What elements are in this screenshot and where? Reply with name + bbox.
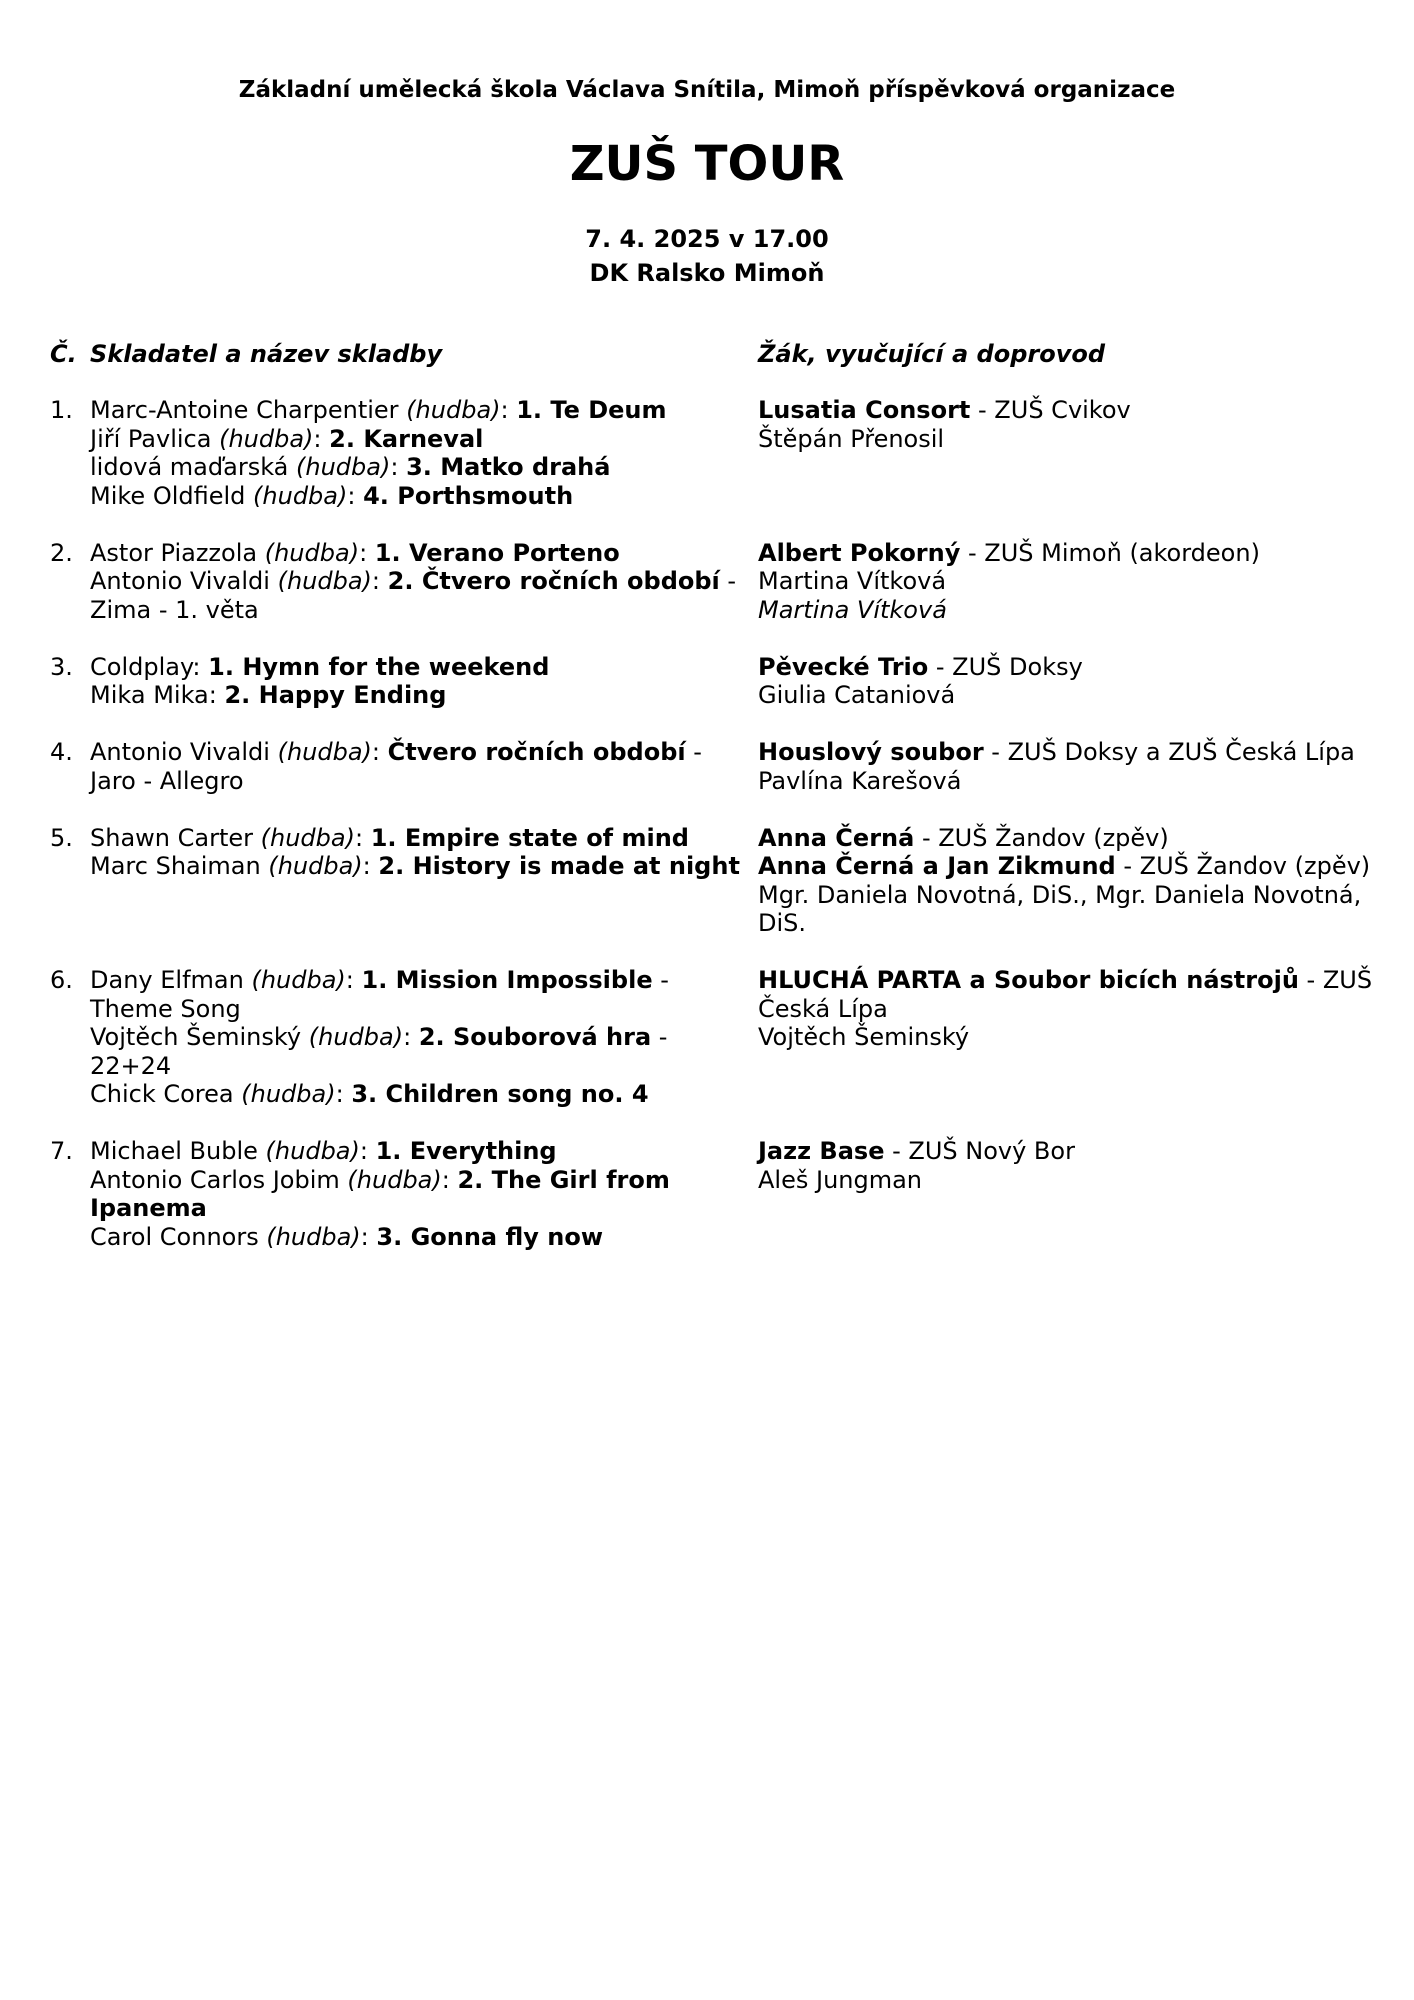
performer-line — [758, 767, 1378, 796]
event-venue: DK Ralsko Mimoň — [589, 259, 825, 287]
performer-cell — [758, 966, 1378, 1109]
performer-line — [758, 596, 1378, 625]
composer-name: Shawn Carter — [90, 823, 253, 852]
performer-line — [758, 1166, 1378, 1195]
ensemble-school: - ZUŠ Cvikov — [970, 396, 1131, 424]
performer-cell — [758, 653, 1378, 710]
piece-line — [90, 539, 745, 568]
performer-line — [758, 738, 1378, 767]
composer-role: (hudba) — [219, 424, 314, 453]
performer-line — [758, 852, 1378, 881]
composer-role: (hudba) — [251, 966, 346, 994]
piece-suffix: - Jaro - Allegro — [90, 738, 702, 795]
performer-line — [758, 567, 1378, 596]
piece-line — [90, 653, 745, 682]
composer-name: Dany Elfman — [90, 966, 244, 994]
ensemble-name: HLUCHÁ PARTA a Soubor bicích nástrojů — [758, 966, 1299, 994]
composition-cell — [90, 738, 745, 795]
composer-role: (hudba) — [253, 481, 348, 510]
composer-role: (hudba) — [264, 538, 360, 567]
piece-line — [90, 425, 745, 454]
piece-title: 2. Happy Ending — [224, 681, 447, 709]
event-date: 7. 4. 2025 v 17.00 — [585, 225, 829, 253]
composer-role: (hudba) — [265, 1137, 360, 1165]
program-item — [0, 653, 1414, 710]
composition-cell — [90, 539, 745, 625]
separator: : — [354, 823, 371, 852]
performer-line — [758, 653, 1378, 682]
composer-role: (hudba) — [277, 567, 372, 595]
ensemble-school: - ZUŠ Žandov (zpěv) — [914, 823, 1169, 852]
composition-cell — [90, 396, 745, 510]
composer-name: Antonio Vivaldi — [90, 567, 270, 595]
separator: : — [313, 424, 330, 453]
separator: : — [441, 1165, 458, 1194]
performer-line — [758, 396, 1378, 425]
performer-cell — [758, 396, 1378, 510]
item-number: 3. — [50, 652, 73, 681]
piece-title: 1. Empire state of mind — [370, 823, 689, 852]
separator: : — [390, 453, 407, 481]
composer-name: Antonio Vivaldi — [90, 738, 270, 766]
separator: : — [345, 966, 362, 994]
item-number: 2. — [50, 538, 73, 567]
ensemble-school: - ZUŠ Česká Lípa — [758, 966, 1373, 1023]
piece-line — [90, 567, 745, 624]
ensemble-name: Anna Černá — [758, 823, 915, 852]
page-title: ZUŠ TOUR — [569, 136, 845, 192]
composition-cell — [90, 653, 745, 710]
separator: : — [371, 567, 388, 595]
performer-line — [758, 1137, 1378, 1166]
piece-title: 3. Children song no. 4 — [351, 1080, 649, 1108]
piece-line — [90, 453, 745, 482]
item-number: 7. — [50, 1137, 73, 1165]
composer-name: Carol Connors — [90, 1222, 259, 1251]
composer-role: (hudba) — [260, 823, 355, 852]
separator: : — [335, 1080, 352, 1108]
performer-cell — [758, 539, 1378, 625]
item-number: 5. — [50, 823, 73, 852]
column-header-performer: Žák, vyučující a doprovod — [758, 340, 1106, 368]
ensemble-name: Anna Černá a Jan Zikmund — [758, 852, 1116, 880]
piece-title: 2. Souborová hra — [418, 1023, 652, 1051]
teacher-name: Štěpán Přenosil — [758, 424, 945, 453]
piece-title: 3. Gonna fly now — [376, 1222, 604, 1251]
program-list — [0, 396, 1414, 1280]
composer-name: Jiří Pavlica — [90, 424, 212, 453]
ensemble-name: Pěvecké Trio — [758, 652, 929, 681]
piece-line — [90, 738, 745, 795]
teacher-name: Mgr. Daniela Novotná, DiS., Mgr. Daniela Novotná, DiS. — [758, 880, 1362, 937]
performer-line — [758, 539, 1378, 568]
item-number: 1. — [50, 396, 73, 424]
accompanist-name: Martina Vítková — [758, 595, 947, 624]
composition-cell — [90, 966, 745, 1109]
composer-name: Marc Shaiman — [90, 852, 261, 880]
program-item — [0, 738, 1414, 795]
piece-title: 1. Te Deum — [516, 396, 667, 424]
program-item — [0, 1137, 1414, 1251]
composer-name: lidová maďarská — [90, 453, 289, 481]
performer-line — [758, 824, 1378, 853]
piece-suffix: - Theme Song — [90, 966, 669, 1023]
item-number: 6. — [50, 966, 73, 994]
piece-title: 2. Čtvero ročních období — [387, 567, 720, 595]
piece-suffix: - 22+24 — [90, 1023, 668, 1080]
composer-name: Marc-Antoine Charpentier — [90, 396, 399, 424]
piece-line — [90, 1223, 745, 1252]
ensemble-school: - ZUŠ Doksy a ZUŠ Česká Lípa — [983, 738, 1355, 766]
separator: : — [371, 738, 388, 766]
piece-title: 2. The Girl from Ipanema — [90, 1165, 670, 1222]
ensemble-name: Jazz Base — [758, 1137, 885, 1165]
piece-title: 4. Porthsmouth — [363, 481, 574, 510]
composer-name: Vojtěch Šeminský — [90, 1023, 302, 1051]
ensemble-school: - ZUŠ Žandov (zpěv) — [1115, 852, 1371, 880]
composer-name: Chick Corea — [90, 1080, 234, 1108]
composer-role: (hudba) — [296, 453, 391, 481]
composition-cell — [90, 824, 745, 938]
composition-cell — [90, 1137, 745, 1251]
performer-cell — [758, 738, 1378, 795]
piece-title: 1. Hymn for the weekend — [208, 652, 550, 681]
column-header-composition: Skladatel a název skladby — [90, 340, 443, 368]
separator: : — [192, 652, 209, 681]
piece-title: 1. Everything — [375, 1137, 557, 1165]
teacher-name: Giulia Cataniová — [758, 681, 956, 709]
program-item — [0, 396, 1414, 510]
piece-suffix: - Zima - 1. věta — [90, 567, 737, 624]
piece-line — [90, 1080, 745, 1109]
piece-line — [90, 396, 745, 425]
piece-line — [90, 966, 745, 1023]
piece-line — [90, 1166, 745, 1223]
performer-line — [758, 966, 1378, 1023]
piece-title: 2. Karneval — [329, 424, 484, 453]
program-item — [0, 824, 1414, 938]
piece-title: Čtvero ročních období — [387, 738, 686, 766]
separator: : — [500, 396, 517, 424]
separator: : — [208, 681, 225, 709]
separator: : — [347, 481, 364, 510]
composer-role: (hudba) — [241, 1080, 336, 1108]
composer-role: (hudba) — [406, 396, 501, 424]
composer-name: Astor Piazzola — [90, 538, 258, 567]
piece-line — [90, 482, 745, 511]
composer-role: (hudba) — [266, 1222, 361, 1251]
piece-line — [90, 852, 745, 881]
composer-name: Mika Mika — [90, 681, 209, 709]
performer-cell — [758, 1137, 1378, 1251]
performer-line — [758, 681, 1378, 710]
separator: : — [362, 852, 379, 880]
ensemble-school: - ZUŠ Nový Bor — [884, 1137, 1075, 1165]
program-item — [0, 966, 1414, 1109]
piece-line — [90, 1023, 745, 1080]
composer-role: (hudba) — [347, 1165, 442, 1194]
separator: : — [403, 1023, 419, 1051]
performer-line — [758, 881, 1378, 938]
separator: : — [360, 1222, 377, 1251]
teacher-name: Martina Vítková — [758, 567, 947, 595]
teacher-name: Vojtěch Šeminský — [758, 1023, 970, 1051]
performer-cell — [758, 824, 1378, 938]
composer-name: Coldplay — [90, 652, 193, 681]
teacher-name: Pavlína Karešová — [758, 766, 962, 795]
piece-title: 3. Matko drahá — [406, 453, 611, 481]
composer-name: Mike Oldfield — [90, 481, 246, 510]
separator: : — [359, 1137, 376, 1165]
performer-line — [758, 425, 1378, 454]
piece-title: 1. Mission Impossible — [361, 966, 653, 994]
item-number: 4. — [50, 738, 73, 766]
ensemble-name: Houslový soubor — [758, 738, 984, 766]
teacher-name: Aleš Jungman — [758, 1165, 923, 1194]
performer-line — [758, 1023, 1378, 1052]
composer-role: (hudba) — [308, 1023, 404, 1051]
separator: : — [359, 538, 375, 567]
ensemble-name: Lusatia Consort — [758, 396, 971, 424]
school-name: Základní umělecká škola Václava Snítila, Mimoň příspěvková organizace — [238, 77, 1176, 103]
ensemble-school: - ZUŠ Mimoň (akordeon) — [960, 538, 1260, 567]
composer-role: (hudba) — [268, 852, 363, 880]
piece-line — [90, 824, 745, 853]
piece-title: 1. Verano Porteno — [374, 538, 620, 567]
ensemble-name: Albert Pokorný — [758, 538, 961, 567]
piece-title: 2. History is made at night — [378, 852, 740, 880]
ensemble-school: - ZUŠ Doksy — [928, 652, 1083, 681]
composer-role: (hudba) — [277, 738, 372, 766]
composer-name: Antonio Carlos Jobim — [90, 1165, 340, 1194]
piece-line — [90, 681, 745, 710]
piece-line — [90, 1137, 745, 1166]
composer-name: Michael Buble — [90, 1137, 258, 1165]
column-header-number: Č. — [50, 340, 77, 368]
program-item — [0, 539, 1414, 625]
